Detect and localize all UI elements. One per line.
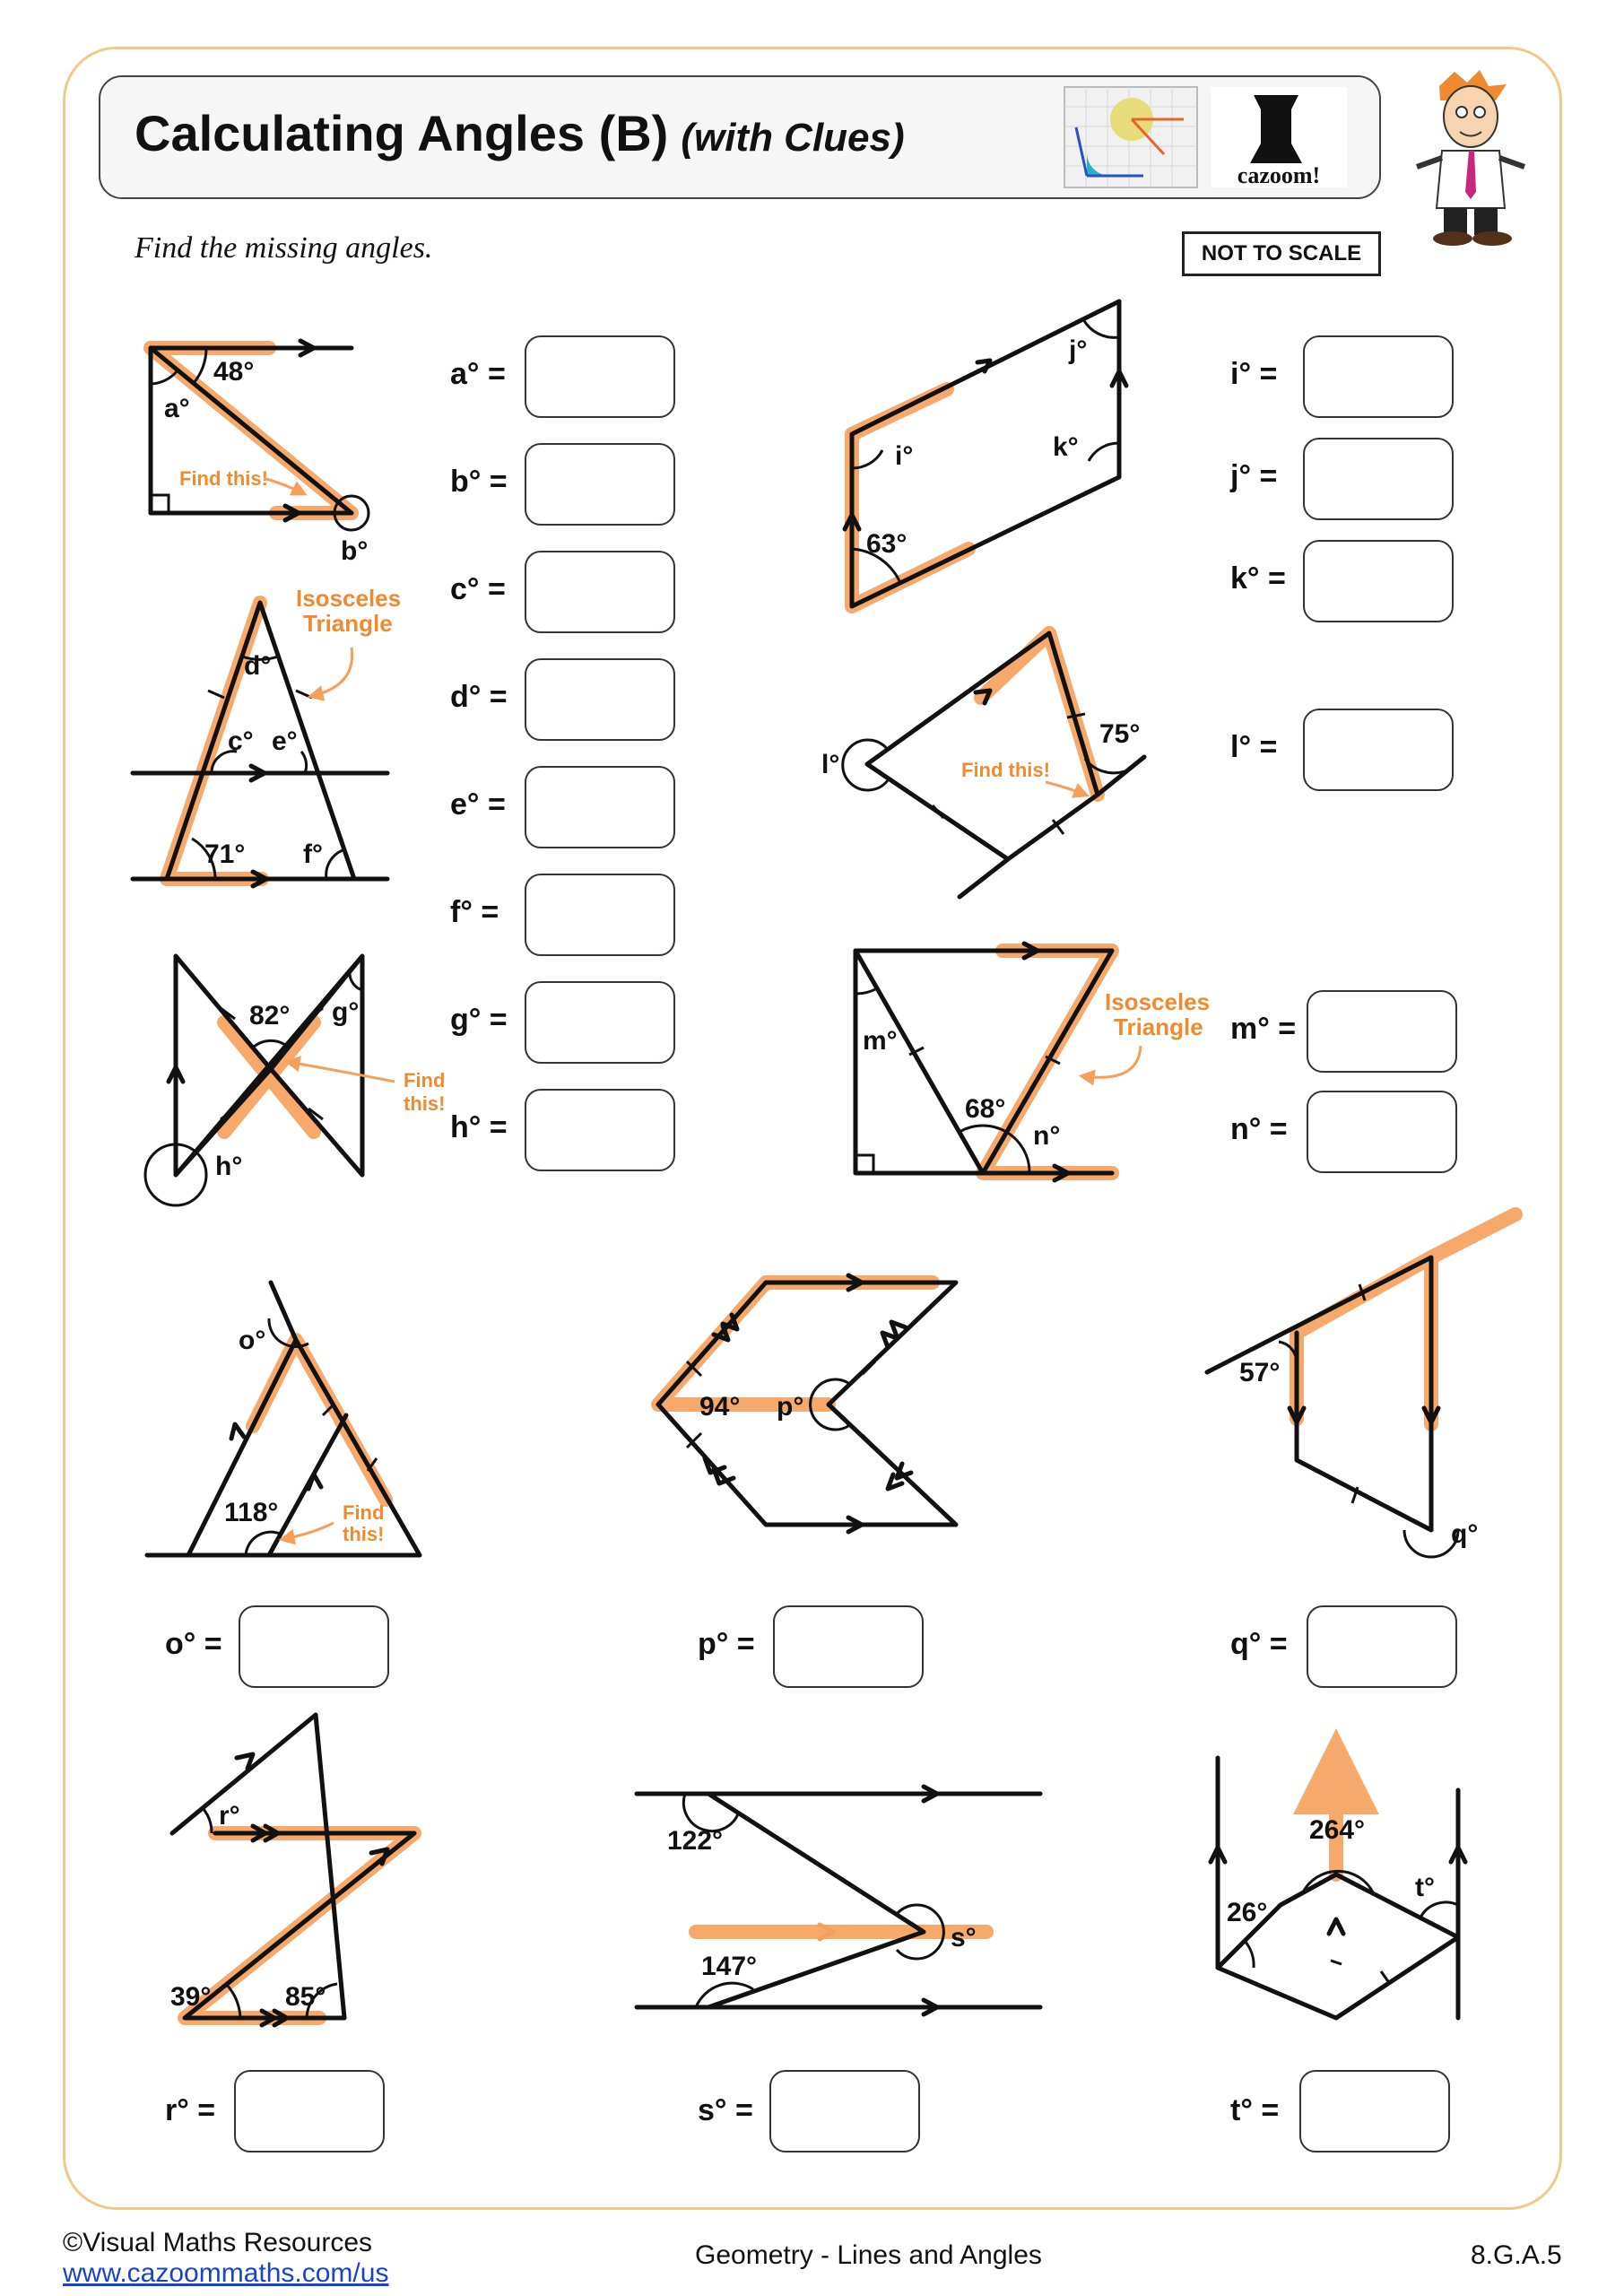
clue-isosceles-1: Isosceles (296, 585, 402, 612)
answer-label-i: i° = (1230, 357, 1278, 391)
label-p: p° (777, 1392, 804, 1422)
title-subtitle: (with Clues) (681, 116, 905, 160)
footer-standard-code: 8.G.A.5 (1471, 2240, 1562, 2270)
answer-label-k: k° = (1230, 561, 1286, 596)
label-i: i° (895, 441, 914, 471)
label-b: b° (341, 536, 369, 566)
label-264: 264° (1309, 1815, 1366, 1845)
answer-label-s: s° = (698, 2093, 753, 2127)
label-118: 118° (224, 1498, 279, 1527)
not-to-scale-badge: NOT TO SCALE (1182, 231, 1381, 276)
footer-link[interactable]: www.cazoommaths.com/us (63, 2258, 389, 2288)
answer-label-r: r° = (165, 2093, 216, 2127)
clue-isosceles-2: Isosceles (1105, 988, 1211, 1015)
label-122: 122° (667, 1826, 724, 1856)
footer-topic: Geometry - Lines and Angles (695, 2240, 1042, 2270)
label-82: 82° (249, 1001, 291, 1031)
clue-triangle-2: Triangle (1114, 1013, 1203, 1040)
label-o: o° (239, 1326, 266, 1355)
label-e: e° (272, 726, 298, 756)
label-39: 39° (170, 1982, 212, 2012)
label-48: 48° (213, 357, 255, 387)
clue-this: this! (404, 1092, 446, 1115)
figure-l (821, 633, 1144, 897)
label-t: t° (1415, 1873, 1435, 1902)
label-71: 71° (204, 839, 246, 869)
label-85: 85° (285, 1982, 326, 2012)
label-a: a° (164, 394, 190, 423)
figure-t (1211, 1754, 1465, 2018)
label-h: h° (215, 1152, 243, 1181)
clue-find-p: Find (343, 1501, 385, 1524)
label-m: m° (863, 1026, 898, 1056)
answer-label-f: f° = (450, 895, 499, 929)
label-75: 75° (1099, 719, 1141, 749)
figure-s (637, 1787, 1040, 2014)
figure-ab (151, 341, 369, 566)
answer-label-o: o° = (165, 1627, 222, 1661)
clue-triangle-1: Triangle (303, 610, 393, 637)
clue-find-this-b: Find this! (179, 467, 268, 490)
figure-gh (145, 956, 445, 1205)
label-j: j° (1069, 335, 1088, 365)
label-f: f° (303, 839, 323, 869)
label-c: c° (228, 726, 254, 756)
answer-label-d: d° = (450, 680, 508, 714)
figure-q (1207, 1214, 1515, 1557)
answer-label-c: c° = (450, 572, 506, 606)
figure-ijk (845, 301, 1126, 606)
label-d: d° (244, 651, 272, 681)
label-s: s° (951, 1923, 977, 1952)
label-94: 94° (699, 1392, 741, 1422)
clue-find-this-l: Find this! (961, 759, 1050, 781)
label-l: l° (821, 750, 840, 779)
answer-label-t: t° = (1230, 2093, 1280, 2127)
label-147: 147° (701, 1952, 758, 1981)
clue-this-p: this! (343, 1523, 385, 1545)
label-n: n° (1033, 1121, 1061, 1151)
label-68: 68° (965, 1094, 1006, 1124)
answer-label-e: e° = (450, 787, 506, 822)
label-57: 57° (1239, 1358, 1281, 1387)
answer-label-l: l° = (1230, 730, 1278, 764)
figure-mn (855, 944, 1210, 1180)
label-26: 26° (1227, 1898, 1268, 1927)
figure-r (170, 1715, 414, 2025)
answer-label-a: a° = (450, 357, 506, 391)
answer-label-h: h° = (450, 1110, 508, 1144)
title-main: Calculating Angles (B) (135, 105, 669, 161)
answer-label-n: n° = (1230, 1112, 1288, 1146)
label-q: q° (1451, 1519, 1479, 1549)
answer-label-g: g° = (450, 1003, 508, 1037)
answer-label-b: b° = (450, 465, 508, 499)
label-g: g° (332, 997, 360, 1027)
figure-o (147, 1283, 420, 1555)
answer-label-j: j° = (1230, 459, 1278, 493)
label-63: 63° (866, 529, 908, 559)
answer-label-m: m° = (1230, 1012, 1297, 1046)
answer-label-q: q° = (1230, 1627, 1288, 1661)
answer-label-p: p° = (698, 1627, 755, 1661)
brand-name: cazoom! (1237, 162, 1321, 188)
label-r: r° (219, 1801, 240, 1831)
instructions: Find the missing angles. (135, 231, 433, 265)
footer-copyright: ©Visual Maths Resources (63, 2228, 373, 2257)
clue-find: Find (404, 1069, 446, 1091)
label-k: k° (1053, 432, 1079, 462)
figure-cdef (133, 585, 401, 886)
figure-p (658, 1275, 956, 1532)
